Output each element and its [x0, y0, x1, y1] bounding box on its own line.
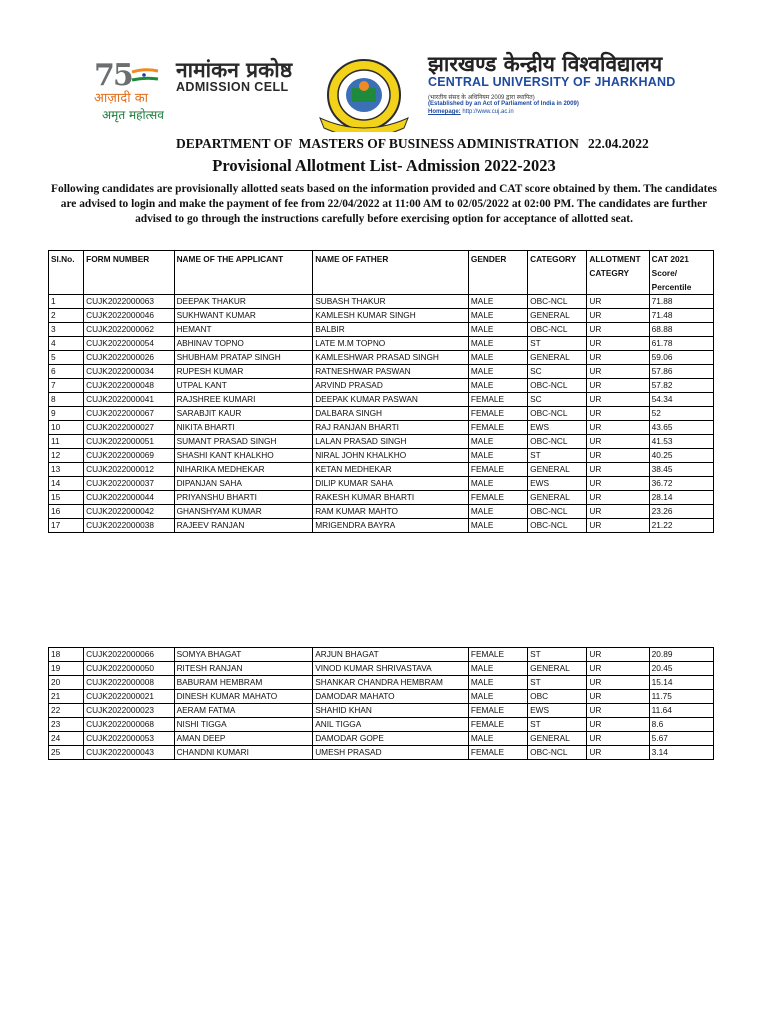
- cell-gender: MALE: [468, 477, 527, 491]
- cell-gender: MALE: [468, 351, 527, 365]
- cell-father-name: VINOD KUMAR SHRIVASTAVA: [313, 662, 469, 676]
- cell-applicant-name: CHANDNI KUMARI: [174, 746, 313, 760]
- table-row: [49, 295, 714, 309]
- cell-father-name: DEEPAK KUMAR PASWAN: [313, 393, 469, 407]
- cell-allotment-category: UR: [587, 337, 649, 351]
- cell-form-number: CUJK2022000069: [84, 449, 174, 463]
- cell-applicant-name: ABHINAV TOPNO: [174, 337, 313, 351]
- cell-cat-score: 21.22: [649, 519, 713, 533]
- table-row: [49, 351, 714, 365]
- cell-allotment-category: UR: [587, 365, 649, 379]
- cell-category: GENERAL: [528, 463, 587, 477]
- cell-form-number: CUJK2022000041: [84, 393, 174, 407]
- cell-form-number: CUJK2022000068: [84, 718, 174, 732]
- cell-sl-no: 1: [49, 295, 84, 309]
- homepage-line: [428, 109, 514, 115]
- cell-sl-no: 3: [49, 323, 84, 337]
- cell-allotment-category: UR: [587, 690, 649, 704]
- cell-form-number: CUJK2022000048: [84, 379, 174, 393]
- admission-cell-hindi: नामांकन प्रकोष्ठ: [176, 58, 293, 82]
- table-row: [49, 746, 714, 760]
- table-row: [49, 463, 714, 477]
- cell-gender: MALE: [468, 676, 527, 690]
- cell-sl-no: 13: [49, 463, 84, 477]
- cell-category: OBC-NCL: [528, 435, 587, 449]
- cell-applicant-name: DINESH KUMAR MAHATO: [174, 690, 313, 704]
- cell-form-number: CUJK2022000066: [84, 648, 174, 662]
- cell-applicant-name: RAJEEV RANJAN: [174, 519, 313, 533]
- cell-gender: FEMALE: [468, 393, 527, 407]
- cell-father-name: DILIP KUMAR SAHA: [313, 477, 469, 491]
- cell-allotment-category: UR: [587, 379, 649, 393]
- azadi-logo-number: 75: [94, 58, 132, 93]
- cell-father-name: ARVIND PRASAD: [313, 379, 469, 393]
- column-header-form-number: FORM NUMBER: [84, 251, 174, 295]
- cell-cat-score: 40.25: [649, 449, 713, 463]
- homepage-label: Homepage:: [428, 109, 461, 115]
- cell-form-number: CUJK2022000043: [84, 746, 174, 760]
- cell-gender: MALE: [468, 449, 527, 463]
- cell-cat-score: 57.82: [649, 379, 713, 393]
- cell-gender: MALE: [468, 309, 527, 323]
- cell-form-number: CUJK2022000026: [84, 351, 174, 365]
- cell-father-name: RATNESHWAR PASWAN: [313, 365, 469, 379]
- cell-sl-no: 25: [49, 746, 84, 760]
- cell-gender: FEMALE: [468, 746, 527, 760]
- cell-applicant-name: DIPANJAN SAHA: [174, 477, 313, 491]
- cell-category: SC: [528, 393, 587, 407]
- cell-gender: MALE: [468, 295, 527, 309]
- table-row: [49, 690, 714, 704]
- page-title: Provisional Allotment List- Admission 2022-2023: [212, 156, 556, 175]
- cell-cat-score: 20.45: [649, 662, 713, 676]
- cell-father-name: MRIGENDRA BAYRA: [313, 519, 469, 533]
- table-row: [49, 704, 714, 718]
- cell-allotment-category: UR: [587, 732, 649, 746]
- table-row: [49, 676, 714, 690]
- cell-sl-no: 5: [49, 351, 84, 365]
- cell-form-number: CUJK2022000021: [84, 690, 174, 704]
- cell-applicant-name: RUPESH KUMAR: [174, 365, 313, 379]
- column-header-sl-no: Sl.No.: [49, 251, 84, 295]
- table-row: [49, 435, 714, 449]
- cell-allotment-category: UR: [587, 704, 649, 718]
- cell-father-name: KAMLESH KUMAR SINGH: [313, 309, 469, 323]
- cell-allotment-category: UR: [587, 407, 649, 421]
- cell-allotment-category: UR: [587, 505, 649, 519]
- table-row: [49, 662, 714, 676]
- cell-sl-no: 4: [49, 337, 84, 351]
- cell-category: ST: [528, 337, 587, 351]
- cell-father-name: RAM KUMAR MAHTO: [313, 505, 469, 519]
- cell-sl-no: 15: [49, 491, 84, 505]
- cell-cat-score: 43.65: [649, 421, 713, 435]
- cell-sl-no: 8: [49, 393, 84, 407]
- cell-applicant-name: PRIYANSHU BHARTI: [174, 491, 313, 505]
- department-heading: DEPARTMENT OF MASTERS OF BUSINESS ADMINISTRATION: [176, 136, 579, 151]
- table-row: [49, 421, 714, 435]
- column-header-category: CATEGORY: [528, 251, 587, 295]
- column-header-applicant-name: NAME OF THE APPLICANT: [174, 251, 313, 295]
- cell-cat-score: 52: [649, 407, 713, 421]
- cell-form-number: CUJK2022000050: [84, 662, 174, 676]
- cell-cat-score: 59.06: [649, 351, 713, 365]
- table-header-row: [49, 251, 714, 295]
- cell-allotment-category: UR: [587, 746, 649, 760]
- cell-applicant-name: SHASHI KANT KHALKHO: [174, 449, 313, 463]
- cell-category: SC: [528, 365, 587, 379]
- cell-category: OBC-NCL: [528, 407, 587, 421]
- cell-sl-no: 14: [49, 477, 84, 491]
- cell-cat-score: 36.72: [649, 477, 713, 491]
- cell-cat-score: 68.88: [649, 323, 713, 337]
- cell-category: OBC-NCL: [528, 295, 587, 309]
- cell-cat-score: 41.53: [649, 435, 713, 449]
- allotment-table-continued: [48, 647, 714, 760]
- cell-applicant-name: GHANSHYAM KUMAR: [174, 505, 313, 519]
- cell-father-name: SHANKAR CHANDRA HEMBRAM: [313, 676, 469, 690]
- cell-applicant-name: NIHARIKA MEDHEKAR: [174, 463, 313, 477]
- cell-cat-score: 11.64: [649, 704, 713, 718]
- cell-father-name: RAJ RANJAN BHARTI: [313, 421, 469, 435]
- cell-allotment-category: UR: [587, 351, 649, 365]
- cell-gender: FEMALE: [468, 648, 527, 662]
- cell-category: EWS: [528, 421, 587, 435]
- cell-gender: MALE: [468, 690, 527, 704]
- cell-form-number: CUJK2022000054: [84, 337, 174, 351]
- cell-gender: MALE: [468, 732, 527, 746]
- cell-allotment-category: UR: [587, 648, 649, 662]
- cell-father-name: SHAHID KHAN: [313, 704, 469, 718]
- azadi-ka-amrit-mahotsav-logo: [92, 58, 170, 122]
- cell-applicant-name: NIKITA BHARTI: [174, 421, 313, 435]
- cell-gender: MALE: [468, 379, 527, 393]
- cell-category: OBC-NCL: [528, 379, 587, 393]
- university-name-english: CENTRAL UNIVERSITY OF JHARKHAND: [428, 75, 676, 89]
- cell-applicant-name: NISHI TIGGA: [174, 718, 313, 732]
- cell-sl-no: 24: [49, 732, 84, 746]
- cell-cat-score: 61.78: [649, 337, 713, 351]
- cell-sl-no: 21: [49, 690, 84, 704]
- cell-cat-score: 23.26: [649, 505, 713, 519]
- cell-category: ST: [528, 718, 587, 732]
- column-header-cat-score: CAT 2021 Score/ Percentile: [649, 251, 713, 295]
- table-row: [49, 477, 714, 491]
- cell-gender: MALE: [468, 323, 527, 337]
- cell-category: GENERAL: [528, 732, 587, 746]
- cell-father-name: LATE M.M TOPNO: [313, 337, 469, 351]
- cell-form-number: CUJK2022000062: [84, 323, 174, 337]
- cell-cat-score: 8.6: [649, 718, 713, 732]
- cell-father-name: BALBIR: [313, 323, 469, 337]
- established-note-hindi: (भारतीय संसद के अधिनियम 2009 द्वारा स्थापित): [428, 95, 535, 101]
- cell-applicant-name: DEEPAK THAKUR: [174, 295, 313, 309]
- cell-cat-score: 57.86: [649, 365, 713, 379]
- cell-father-name: DAMODAR GOPE: [313, 732, 469, 746]
- cell-form-number: CUJK2022000046: [84, 309, 174, 323]
- cell-applicant-name: SUKHWANT KUMAR: [174, 309, 313, 323]
- cell-form-number: CUJK2022000027: [84, 421, 174, 435]
- cell-applicant-name: HEMANT: [174, 323, 313, 337]
- cell-father-name: UMESH PRASAD: [313, 746, 469, 760]
- cell-father-name: KETAN MEDHEKAR: [313, 463, 469, 477]
- table-row: [49, 732, 714, 746]
- cell-sl-no: 2: [49, 309, 84, 323]
- cell-father-name: ANIL TIGGA: [313, 718, 469, 732]
- cell-category: OBC-NCL: [528, 323, 587, 337]
- cell-form-number: CUJK2022000051: [84, 435, 174, 449]
- university-seal-icon: [314, 58, 414, 132]
- letterhead: [0, 0, 768, 132]
- cell-sl-no: 23: [49, 718, 84, 732]
- cell-cat-score: 3.14: [649, 746, 713, 760]
- cell-applicant-name: UTPAL KANT: [174, 379, 313, 393]
- cell-form-number: CUJK2022000063: [84, 295, 174, 309]
- cell-form-number: CUJK2022000037: [84, 477, 174, 491]
- table-row: [49, 505, 714, 519]
- cell-gender: FEMALE: [468, 421, 527, 435]
- cell-gender: FEMALE: [468, 407, 527, 421]
- cell-category: OBC-NCL: [528, 746, 587, 760]
- cell-father-name: DAMODAR MAHATO: [313, 690, 469, 704]
- cell-form-number: CUJK2022000044: [84, 491, 174, 505]
- cell-applicant-name: RITESH RANJAN: [174, 662, 313, 676]
- cell-category: EWS: [528, 477, 587, 491]
- cell-applicant-name: RAJSHREE KUMARI: [174, 393, 313, 407]
- cell-form-number: CUJK2022000038: [84, 519, 174, 533]
- cell-gender: FEMALE: [468, 704, 527, 718]
- table-row: [49, 379, 714, 393]
- admission-cell-english: ADMISSION CELL: [176, 80, 289, 94]
- cell-allotment-category: UR: [587, 393, 649, 407]
- cell-cat-score: 71.88: [649, 295, 713, 309]
- cell-sl-no: 10: [49, 421, 84, 435]
- cell-allotment-category: UR: [587, 323, 649, 337]
- cell-gender: FEMALE: [468, 491, 527, 505]
- table-row: [49, 309, 714, 323]
- cell-category: GENERAL: [528, 491, 587, 505]
- cell-gender: MALE: [468, 662, 527, 676]
- azadi-logo-line2: अमृत महोत्सव: [102, 108, 164, 122]
- cell-sl-no: 6: [49, 365, 84, 379]
- cell-form-number: CUJK2022000034: [84, 365, 174, 379]
- cell-category: GENERAL: [528, 662, 587, 676]
- homepage-link[interactable]: http://www.cuj.ac.in: [462, 109, 514, 115]
- cell-sl-no: 22: [49, 704, 84, 718]
- cell-allotment-category: UR: [587, 421, 649, 435]
- cell-gender: FEMALE: [468, 718, 527, 732]
- cell-form-number: CUJK2022000023: [84, 704, 174, 718]
- cell-gender: MALE: [468, 337, 527, 351]
- table-row: [49, 491, 714, 505]
- university-name-hindi: झारखण्ड केन्द्रीय विश्वविद्यालय: [428, 52, 663, 76]
- cell-sl-no: 20: [49, 676, 84, 690]
- table-row: [49, 407, 714, 421]
- table-row: [49, 323, 714, 337]
- cell-father-name: RAKESH KUMAR BHARTI: [313, 491, 469, 505]
- cell-father-name: SUBASH THAKUR: [313, 295, 469, 309]
- table-row: [49, 519, 714, 533]
- column-header-gender: GENDER: [468, 251, 527, 295]
- intro-paragraph: Following candidates are provisionally allotted seats based on the information provided and CAT score obtained by them. The candidates are advised to login and make the payment of fee from 22/04/2022 at 11:00 AM to 02/05/2022 at 02:00 PM. The candidates are further advised to go through the instructions carefully before exercising option for acceptance of allotted seat.: [51, 183, 717, 225]
- cell-applicant-name: SHUBHAM PRATAP SINGH: [174, 351, 313, 365]
- table-row: [49, 449, 714, 463]
- cell-gender: MALE: [468, 505, 527, 519]
- cell-form-number: CUJK2022000053: [84, 732, 174, 746]
- cell-applicant-name: BABURAM HEMBRAM: [174, 676, 313, 690]
- column-header-father-name: NAME OF FATHER: [313, 251, 469, 295]
- cell-applicant-name: AMAN DEEP: [174, 732, 313, 746]
- cell-father-name: LALAN PRASAD SINGH: [313, 435, 469, 449]
- cell-form-number: CUJK2022000042: [84, 505, 174, 519]
- cell-father-name: NIRAL JOHN KHALKHO: [313, 449, 469, 463]
- table-row: [49, 337, 714, 351]
- cell-category: ST: [528, 648, 587, 662]
- cell-gender: MALE: [468, 435, 527, 449]
- cell-allotment-category: UR: [587, 449, 649, 463]
- cell-allotment-category: UR: [587, 519, 649, 533]
- cell-applicant-name: SARABJIT KAUR: [174, 407, 313, 421]
- cell-cat-score: 20.89: [649, 648, 713, 662]
- allotment-table: [48, 250, 714, 533]
- table-row: [49, 365, 714, 379]
- cell-sl-no: 18: [49, 648, 84, 662]
- azadi-logo-line1: आज़ादी का: [94, 91, 149, 106]
- cell-category: OBC-NCL: [528, 519, 587, 533]
- cell-form-number: CUJK2022000067: [84, 407, 174, 421]
- cell-allotment-category: UR: [587, 309, 649, 323]
- cell-allotment-category: UR: [587, 676, 649, 690]
- cell-category: ST: [528, 449, 587, 463]
- cell-category: EWS: [528, 704, 587, 718]
- cell-father-name: DALBARA SINGH: [313, 407, 469, 421]
- cell-allotment-category: UR: [587, 477, 649, 491]
- cell-cat-score: 71.48: [649, 309, 713, 323]
- cell-sl-no: 11: [49, 435, 84, 449]
- cell-allotment-category: UR: [587, 718, 649, 732]
- document-date: 22.04.2022: [588, 136, 649, 151]
- table-row: [49, 648, 714, 662]
- cell-cat-score: 28.14: [649, 491, 713, 505]
- cell-applicant-name: AERAM FATMA: [174, 704, 313, 718]
- cell-cat-score: 15.14: [649, 676, 713, 690]
- cell-gender: MALE: [468, 365, 527, 379]
- cell-cat-score: 54.34: [649, 393, 713, 407]
- cell-allotment-category: UR: [587, 435, 649, 449]
- cell-form-number: CUJK2022000012: [84, 463, 174, 477]
- cell-form-number: CUJK2022000008: [84, 676, 174, 690]
- cell-category: GENERAL: [528, 351, 587, 365]
- cell-applicant-name: SOMYA BHAGAT: [174, 648, 313, 662]
- cell-father-name: KAMLESHWAR PRASAD SINGH: [313, 351, 469, 365]
- cell-cat-score: 38.45: [649, 463, 713, 477]
- cell-category: ST: [528, 676, 587, 690]
- cell-sl-no: 17: [49, 519, 84, 533]
- table-row: [49, 393, 714, 407]
- cell-category: GENERAL: [528, 309, 587, 323]
- cell-category: OBC-NCL: [528, 505, 587, 519]
- cell-cat-score: 5.67: [649, 732, 713, 746]
- cell-gender: FEMALE: [468, 463, 527, 477]
- cell-allotment-category: UR: [587, 491, 649, 505]
- cell-category: OBC: [528, 690, 587, 704]
- cell-sl-no: 12: [49, 449, 84, 463]
- cell-cat-score: 11.75: [649, 690, 713, 704]
- cell-allotment-category: UR: [587, 295, 649, 309]
- cell-sl-no: 19: [49, 662, 84, 676]
- cell-gender: MALE: [468, 519, 527, 533]
- cell-applicant-name: SUMANT PRASAD SINGH: [174, 435, 313, 449]
- cell-sl-no: 16: [49, 505, 84, 519]
- cell-allotment-category: UR: [587, 662, 649, 676]
- column-header-allotment-category: ALLOTMENT CATEGRY: [587, 251, 649, 295]
- cell-father-name: ARJUN BHAGAT: [313, 648, 469, 662]
- cell-sl-no: 7: [49, 379, 84, 393]
- cell-allotment-category: UR: [587, 463, 649, 477]
- established-note-english: (Established by an Act of Parliament of India in 2009): [428, 101, 579, 107]
- tricolour-flag-icon: [130, 68, 160, 82]
- table-row: [49, 718, 714, 732]
- cell-sl-no: 9: [49, 407, 84, 421]
